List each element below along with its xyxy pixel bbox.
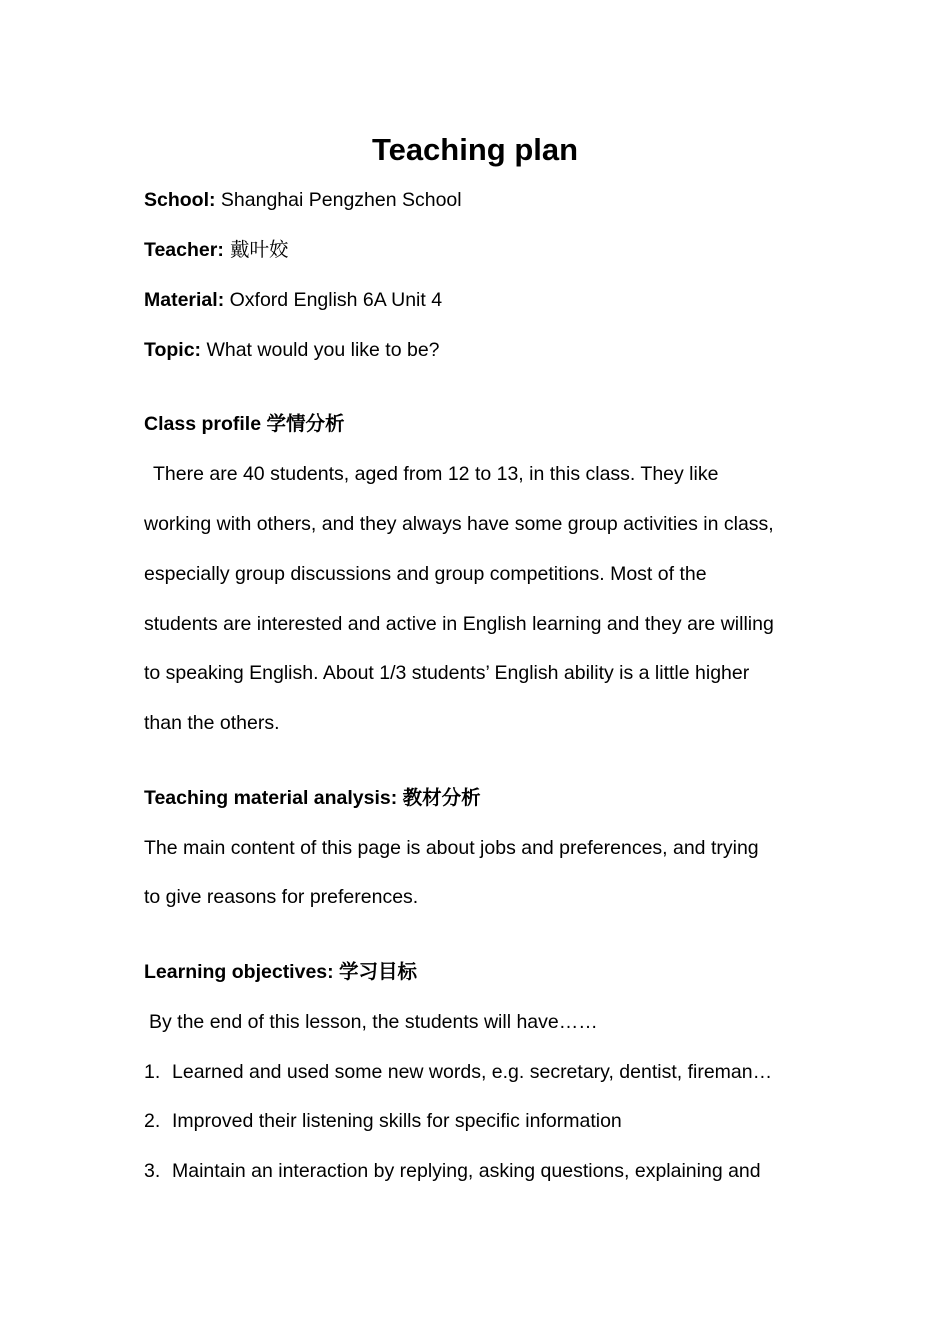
objective-number: 1. (144, 1061, 161, 1083)
class-profile-line: than the others. (144, 712, 280, 734)
material-value: Oxford English 6A Unit 4 (224, 289, 443, 311)
objective-item (144, 1059, 824, 1085)
class-profile-line: working with others, and they always have some group activities in class, (144, 513, 774, 535)
objectives-intro: By the end of this lesson, the students will have…… (149, 1011, 598, 1033)
class-profile-heading: Class profile 学情分析 (144, 413, 345, 435)
school-label: School: (144, 189, 216, 211)
objective-text: Improved their listening skills for specific information (172, 1110, 622, 1132)
teacher-value: 戴叶姣 (223, 238, 289, 261)
topic-value: What would you like to be? (201, 339, 440, 361)
material-analysis-heading: Teaching material analysis: 教材分析 (144, 787, 481, 809)
objective-item (144, 1158, 824, 1184)
class-profile-line: students are interested and active in English learning and they are willing (144, 613, 774, 635)
topic-line (144, 337, 824, 363)
material-label: Material: (144, 289, 225, 311)
objective-number: 3. (144, 1160, 161, 1182)
topic-label: Topic: (144, 339, 202, 361)
teacher-line (144, 237, 824, 263)
objective-text: Learned and used some new words, e.g. secretary, dentist, fireman… (172, 1061, 773, 1083)
class-profile-line: There are 40 students, aged from 12 to 13, in this class. They like (153, 463, 719, 485)
document-title: Teaching plan (371, 132, 579, 167)
class-profile-line: to speaking English. About 1/3 students’ English ability is a little higher (144, 662, 750, 684)
objective-text: Maintain an interaction by replying, asking questions, explaining and (172, 1160, 761, 1182)
material-line (144, 287, 824, 313)
teacher-label: Teacher: (144, 239, 224, 261)
objectives-heading: Learning objectives: 学习目标 (144, 961, 418, 983)
material-analysis-line: The main content of this page is about jobs and preferences, and trying (144, 837, 759, 859)
objective-number: 2. (144, 1110, 161, 1132)
class-profile-line: especially group discussions and group competitions. Most of the (144, 563, 707, 585)
school-line (144, 187, 824, 213)
material-analysis-line: to give reasons for preferences. (144, 886, 419, 908)
objective-item (144, 1108, 824, 1134)
school-value: Shanghai Pengzhen School (215, 189, 462, 211)
